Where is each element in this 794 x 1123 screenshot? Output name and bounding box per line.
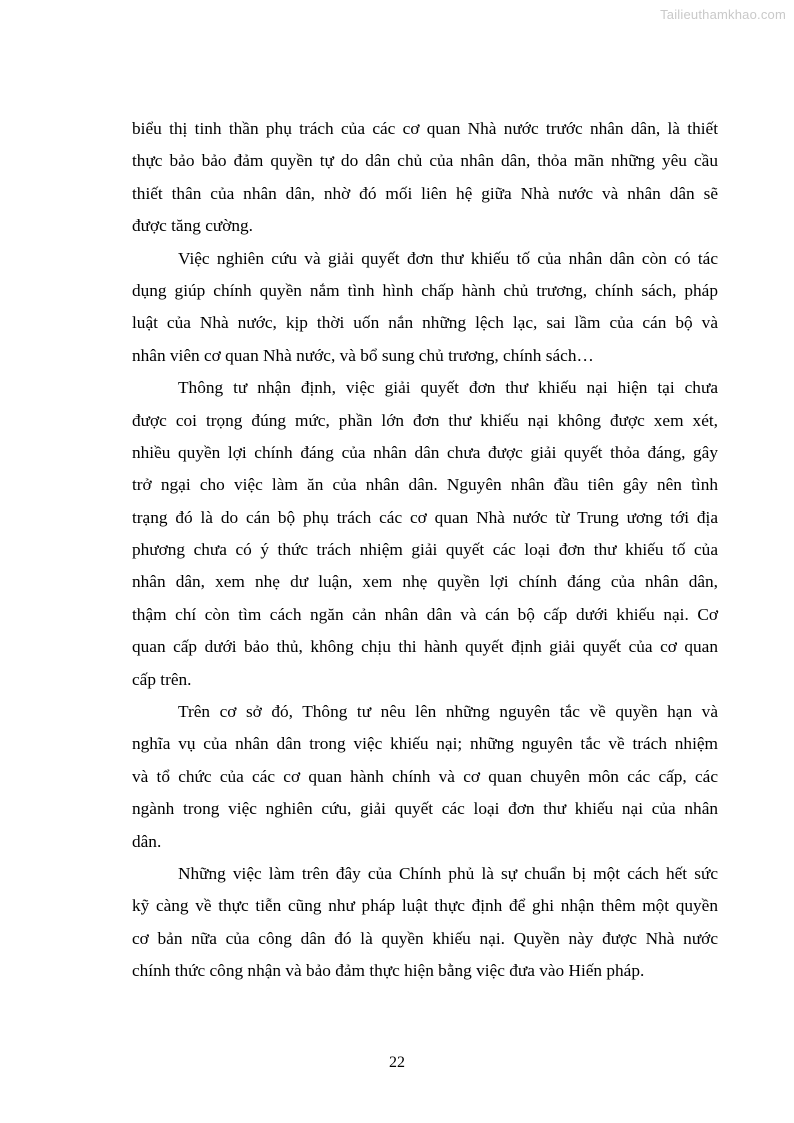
text-line: nhân dân, xem nhẹ dư luận, xem nhẹ quyền lợi chính đáng của nhân dân, [132,572,718,592]
text-line: được tăng cường. [132,216,253,236]
text-line: trở ngại cho việc làm ăn của nhân dân. Nguyên nhân đầu tiên gây nên tình [132,475,718,495]
text-line: kỹ càng về thực tiễn cũng như pháp luật thực định để ghi nhận thêm một quyền [132,896,718,916]
text-line: và tổ chức của các cơ quan hành chính và cơ quan chuyên môn các cấp, các [132,766,718,786]
text-line: thiết thân của nhân dân, nhờ đó mối liên hệ giữa Nhà nước và nhân dân sẽ [132,183,718,203]
document-body [132,113,718,988]
text-line: Trên cơ sở đó, Thông tư nêu lên những nguyên tắc về quyền hạn và [178,702,718,722]
text-line: nhiều quyền lợi chính đáng của nhân dân chưa được giải quyết thỏa đáng, gây [132,442,718,462]
text-line: Những việc làm trên đây của Chính phủ là sự chuẩn bị một cách hết sức [178,863,718,883]
text-line: cơ bản nữa của công dân đó là quyền khiếu nại. Quyền này được Nhà nước [132,928,718,948]
text-line: Việc nghiên cứu và giải quyết đơn thư khiếu tố của nhân dân còn có tác [178,248,718,268]
text-line: Thông tư nhận định, việc giải quyết đơn thư khiếu nại hiện tại chưa [178,378,718,398]
watermark: Tailieuthamkhao.com [660,7,786,22]
text-line: ngành trong việc nghiên cứu, giải quyết các loại đơn thư khiếu nại của nhân [132,799,718,819]
text-line: biểu thị tinh thần phụ trách của các cơ quan Nhà nước trước nhân dân, là thiết [132,119,718,138]
text-line: thực bảo bảo đảm quyền tự do dân chủ của nhân dân, thỏa mãn những yêu cầu [132,151,718,171]
text-line: nhân viên cơ quan Nhà nước, và bổ sung chủ trương, chính sách… [132,345,594,365]
text-line: dụng giúp chính quyền nắm tình hình chấp hành chủ trương, chính sách, pháp [132,280,718,300]
text-line: chính thức công nhận và bảo đảm thực hiện bằng việc đưa vào Hiến pháp. [132,961,645,981]
text-line: trạng đó là do cán bộ phụ trách các cơ quan Nhà nước từ Trung ương tới địa [132,507,718,527]
text-line: cấp trên. [132,669,192,689]
page-number: 22 [389,1054,405,1071]
text-line: thậm chí còn tìm cách ngăn cản nhân dân và cán bộ cấp dưới khiếu nại. Cơ [132,604,718,624]
text-line: quan cấp dưới bảo thủ, không chịu thi hành quyết định giải quyết của cơ quan [132,637,718,657]
text-line: luật của Nhà nước, kịp thời uốn nắn những lệch lạc, sai lầm của cán bộ và [132,313,718,333]
text-line: nghĩa vụ của nhân dân trong việc khiếu nại; những nguyên tắc về trách nhiệm [132,734,718,754]
text-line: phương chưa có ý thức trách nhiệm giải quyết các loại đơn thư khiếu tố của [132,540,718,560]
text-line: được coi trọng đúng mức, phần lớn đơn thư khiếu nại không được xem xét, [132,410,718,430]
text-line: dân. [132,831,162,851]
